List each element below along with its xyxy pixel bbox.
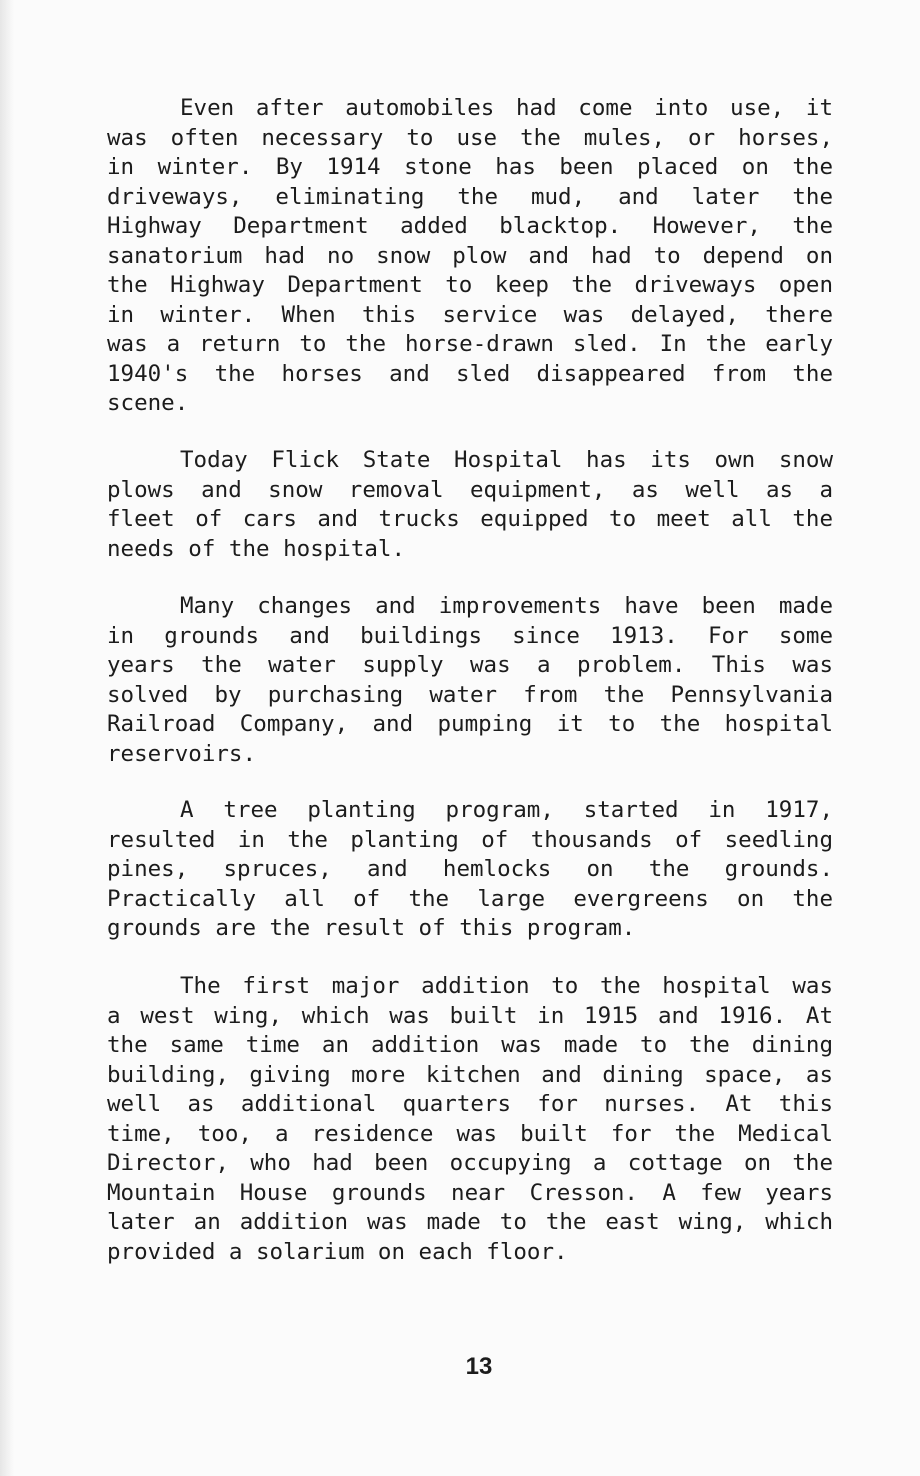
text-line: sanatorium had no snow plow and had to depend on: [107, 242, 833, 269]
text-line: The first major addition to the hospital was: [180, 973, 833, 999]
text-line: well as additional quarters for nurses. At this: [107, 1091, 833, 1117]
text-line: Railroad Company, and pumping it to the hospital: [107, 711, 833, 737]
text-line: Today Flick State Hospital has its own snow: [180, 447, 833, 473]
text-line: resulted in the planting of thousands of seedling: [107, 826, 833, 853]
text-line: needs of the hospital.: [107, 535, 406, 562]
text-line: later an addition was made to the east wing, which: [107, 1209, 833, 1235]
text-line: in winter. By 1914 stone has been placed on the: [107, 154, 833, 180]
page-edge-shadow: [0, 0, 14, 1476]
text-line: in grounds and buildings since 1913. For some: [107, 622, 833, 649]
text-line: plows and snow removal equipment, as well as a: [107, 476, 833, 503]
text-line: the Highway Department to keep the driveways open: [107, 272, 833, 298]
paragraph-automobiles: [107, 94, 833, 419]
text-line: solved by purchasing water from the Pennsylvania: [107, 681, 833, 708]
text-line: pines, spruces, and hemlocks on the grounds.: [107, 856, 833, 882]
text-line: Many changes and improvements have been made: [180, 593, 833, 619]
page-number: 13: [465, 1353, 493, 1380]
text-line: a west wing, which was built in 1915 and 1916. At: [107, 1002, 833, 1029]
text-line: Even after automobiles had come into use, it: [180, 95, 833, 121]
text-line: Practically all of the large evergreens on the: [107, 885, 833, 912]
text-line: years the water supply was a problem. This was: [107, 652, 833, 678]
paragraph-water-supply: [107, 592, 833, 769]
text-line: Director, who had been occupying a cottage on the: [107, 1150, 833, 1176]
text-line: driveways, eliminating the mud, and later the: [107, 183, 833, 210]
text-line: provided a solarium on each floor.: [107, 1238, 568, 1265]
text-line: grounds are the result of this program.: [107, 915, 636, 941]
text-line: in winter. When this service was delayed, there: [107, 301, 833, 328]
paragraph-snow-equipment: [107, 446, 833, 564]
text-line: the same time an addition was made to the dining: [107, 1032, 833, 1058]
text-line: 1940's the horses and sled disappeared from the: [107, 360, 833, 387]
text-line: building, giving more kitchen and dining space, as: [107, 1061, 833, 1088]
text-line: was a return to the horse-drawn sled. In the early: [107, 331, 833, 357]
text-line: Highway Department added blacktop. However, the: [107, 213, 833, 239]
paragraph-west-wing: [107, 972, 833, 1267]
text-line: was often necessary to use the mules, or horses,: [107, 124, 833, 151]
text-line: Mountain House grounds near Cresson. A few years: [107, 1179, 833, 1206]
text-line: A tree planting program, started in 1917,: [180, 797, 833, 823]
text-line: reservoirs.: [107, 740, 257, 767]
paragraph-tree-planting: [107, 796, 833, 944]
text-line: scene.: [107, 390, 189, 416]
text-line: fleet of cars and trucks equipped to meet all the: [107, 506, 833, 532]
text-line: time, too, a residence was built for the Medical: [107, 1120, 833, 1147]
